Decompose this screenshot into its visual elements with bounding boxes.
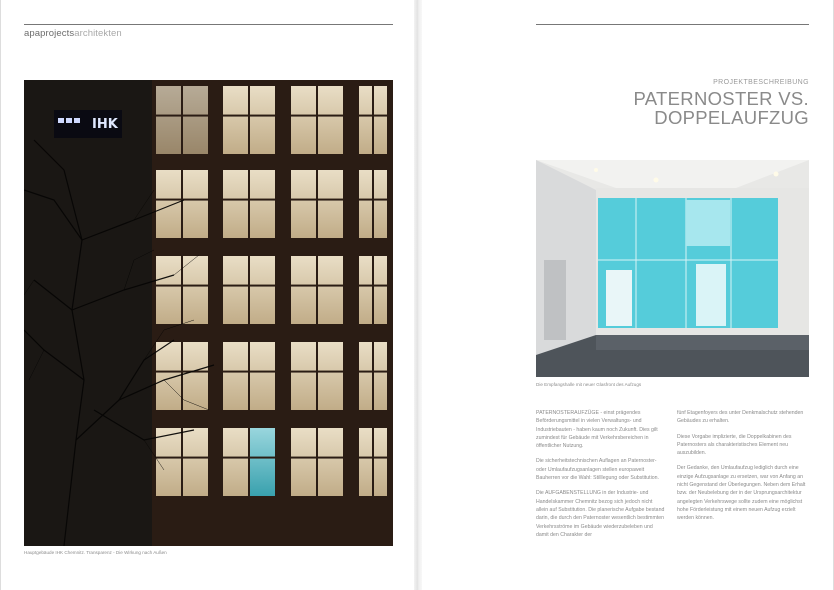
paragraph: PATERNOSTERAUFZÜGE - einst prägendes Beförderungsmittel in vielen Verwaltungs- und Industriebauten - haben kaum noch Zukunft. Dies gilt zumindest für Gebäude mit Verkehrsbereichen in öffentlicher Nutzung. <box>536 410 658 450</box>
window-transom <box>156 285 181 287</box>
window-transom <box>318 457 343 459</box>
window-transom <box>374 115 387 117</box>
facade-window <box>374 342 387 410</box>
facade-window <box>223 428 248 496</box>
window-transom <box>374 199 387 201</box>
page-title <box>634 89 809 127</box>
window-transom <box>318 285 343 287</box>
facade-window <box>291 256 316 324</box>
facade-window <box>156 428 181 496</box>
facade-window <box>318 256 343 324</box>
page-title-line-1: PATERNOSTER VS. <box>633 88 809 109</box>
window-transom <box>374 371 387 373</box>
facade-window <box>250 342 275 410</box>
header-rule-left <box>24 24 393 25</box>
window-transom <box>223 371 248 373</box>
facade-window <box>374 86 387 154</box>
paragraph: Die AUFGABENSTELLUNG in der Industrie- und Handelskammer Chemnitz bezog sich jedoch nicht allein auf Substitution. Die planerische Aufgabe bestand darin, die durch den Paternoster wesentlich bestimmten Verkehrsströme im Gebäude wiederzubeleben und damit den Charakter der <box>536 490 665 538</box>
paragraph: fünf Etagenfoyers des unter Denkmalschutz stehenden Gebäudes zu erhalten. <box>677 410 804 425</box>
facade-window <box>223 342 248 410</box>
section-kicker: PROJEKTBESCHREIBUNG <box>713 79 809 86</box>
window-transom <box>223 199 248 201</box>
window-transom <box>318 199 343 201</box>
facade-window <box>250 428 275 496</box>
facade-window <box>318 170 343 238</box>
facade-window <box>250 256 275 324</box>
window-transom <box>183 457 208 459</box>
facade-window <box>318 86 343 154</box>
facade-window <box>291 342 316 410</box>
facade-window <box>374 170 387 238</box>
lobby-photo <box>536 160 809 377</box>
lobby-photo-illustration <box>536 160 809 377</box>
facade-window <box>156 86 181 154</box>
facade-window <box>183 256 208 324</box>
building-photo-illustration <box>24 80 393 546</box>
paragraph: Die sicherheitstechnischen Auflagen an Paternoster- oder Umlaufaufzugsanlagen stellen europaweit Bauherren vor die Wahl: Stilllegung oder Substitution. <box>536 458 659 482</box>
facade-window <box>223 170 248 238</box>
book-gutter <box>414 0 422 590</box>
window-transom <box>156 115 181 117</box>
window-transom <box>291 199 316 201</box>
window-transom <box>374 285 387 287</box>
window-transom <box>359 199 372 201</box>
window-transom <box>223 115 248 117</box>
window-transom <box>223 457 248 459</box>
window-transom <box>318 115 343 117</box>
facade-window <box>223 86 248 154</box>
window-transom <box>183 115 208 117</box>
facade-window <box>156 170 181 238</box>
body-column-2 <box>677 409 807 530</box>
window-transom <box>250 371 275 373</box>
window-transom <box>359 115 372 117</box>
window-transom <box>183 199 208 201</box>
facade-window <box>183 86 208 154</box>
facade-window <box>359 342 372 410</box>
logo-suffix: architekten <box>74 28 122 39</box>
facade-window <box>291 428 316 496</box>
window-transom <box>250 199 275 201</box>
window-transom <box>223 285 248 287</box>
window-transom <box>291 115 316 117</box>
facade-window <box>156 256 181 324</box>
window-transom <box>359 285 372 287</box>
brand-logo <box>24 28 122 39</box>
window-transom <box>250 115 275 117</box>
facade-window <box>318 428 343 496</box>
facade-window <box>318 342 343 410</box>
window-transom <box>318 371 343 373</box>
paragraph: Der Gedanke, den Umlaufaufzug lediglich durch eine einzige Aufzugsanlage zu ersetzen, war von Anfang an nicht Gegenstand der Überlegungen. Neben dem Erhalt bzw. der Neubelebung der in der Ursprungsarchitektur angelegten Verkehrswege sollte zudem eine möglichst hohe Förderleistung mit einem neuen Aufzug erzielt werden können. <box>677 465 806 522</box>
window-transom <box>156 457 181 459</box>
logo-main: apaprojects <box>24 28 75 39</box>
ihk-sign-text: IHK <box>92 117 118 132</box>
page-edge-left <box>0 0 1 590</box>
window-transom <box>183 285 208 287</box>
facade-window <box>359 170 372 238</box>
page-title-line-2: DOPPELAUFZUG <box>654 107 809 128</box>
facade-window <box>183 428 208 496</box>
facade-window <box>374 428 387 496</box>
facade-window <box>359 428 372 496</box>
body-column-1 <box>536 409 666 546</box>
facade-window <box>291 170 316 238</box>
lobby-photo-caption: Die Empfangshalle mit neuer Glasfront des Aufzugs <box>536 382 642 387</box>
window-transom <box>291 371 316 373</box>
paragraph: Diese Vorgabe implizierte, die Doppelkabinen des Paternosters als charakteristisches Element neu auszubilden. <box>677 433 792 457</box>
facade-window <box>183 170 208 238</box>
facade-window <box>359 86 372 154</box>
header-rule-right <box>536 24 809 25</box>
window-transom <box>291 457 316 459</box>
facade-window <box>359 256 372 324</box>
building-photo-caption: Hauptgebäude IHK Chemnitz. Transparenz - Die Wirkung nach Außen <box>24 550 167 555</box>
window-transom <box>359 371 372 373</box>
window-transom <box>156 199 181 201</box>
facade-window <box>250 86 275 154</box>
window-transom <box>291 285 316 287</box>
window-transom <box>156 371 181 373</box>
facade-window <box>223 256 248 324</box>
window-transom <box>374 457 387 459</box>
window-transom <box>359 457 372 459</box>
facade-window <box>250 170 275 238</box>
facade-window <box>374 256 387 324</box>
window-transom <box>250 457 275 459</box>
facade-window <box>183 342 208 410</box>
building-photo <box>24 80 393 546</box>
window-transom <box>250 285 275 287</box>
facade-window <box>291 86 316 154</box>
